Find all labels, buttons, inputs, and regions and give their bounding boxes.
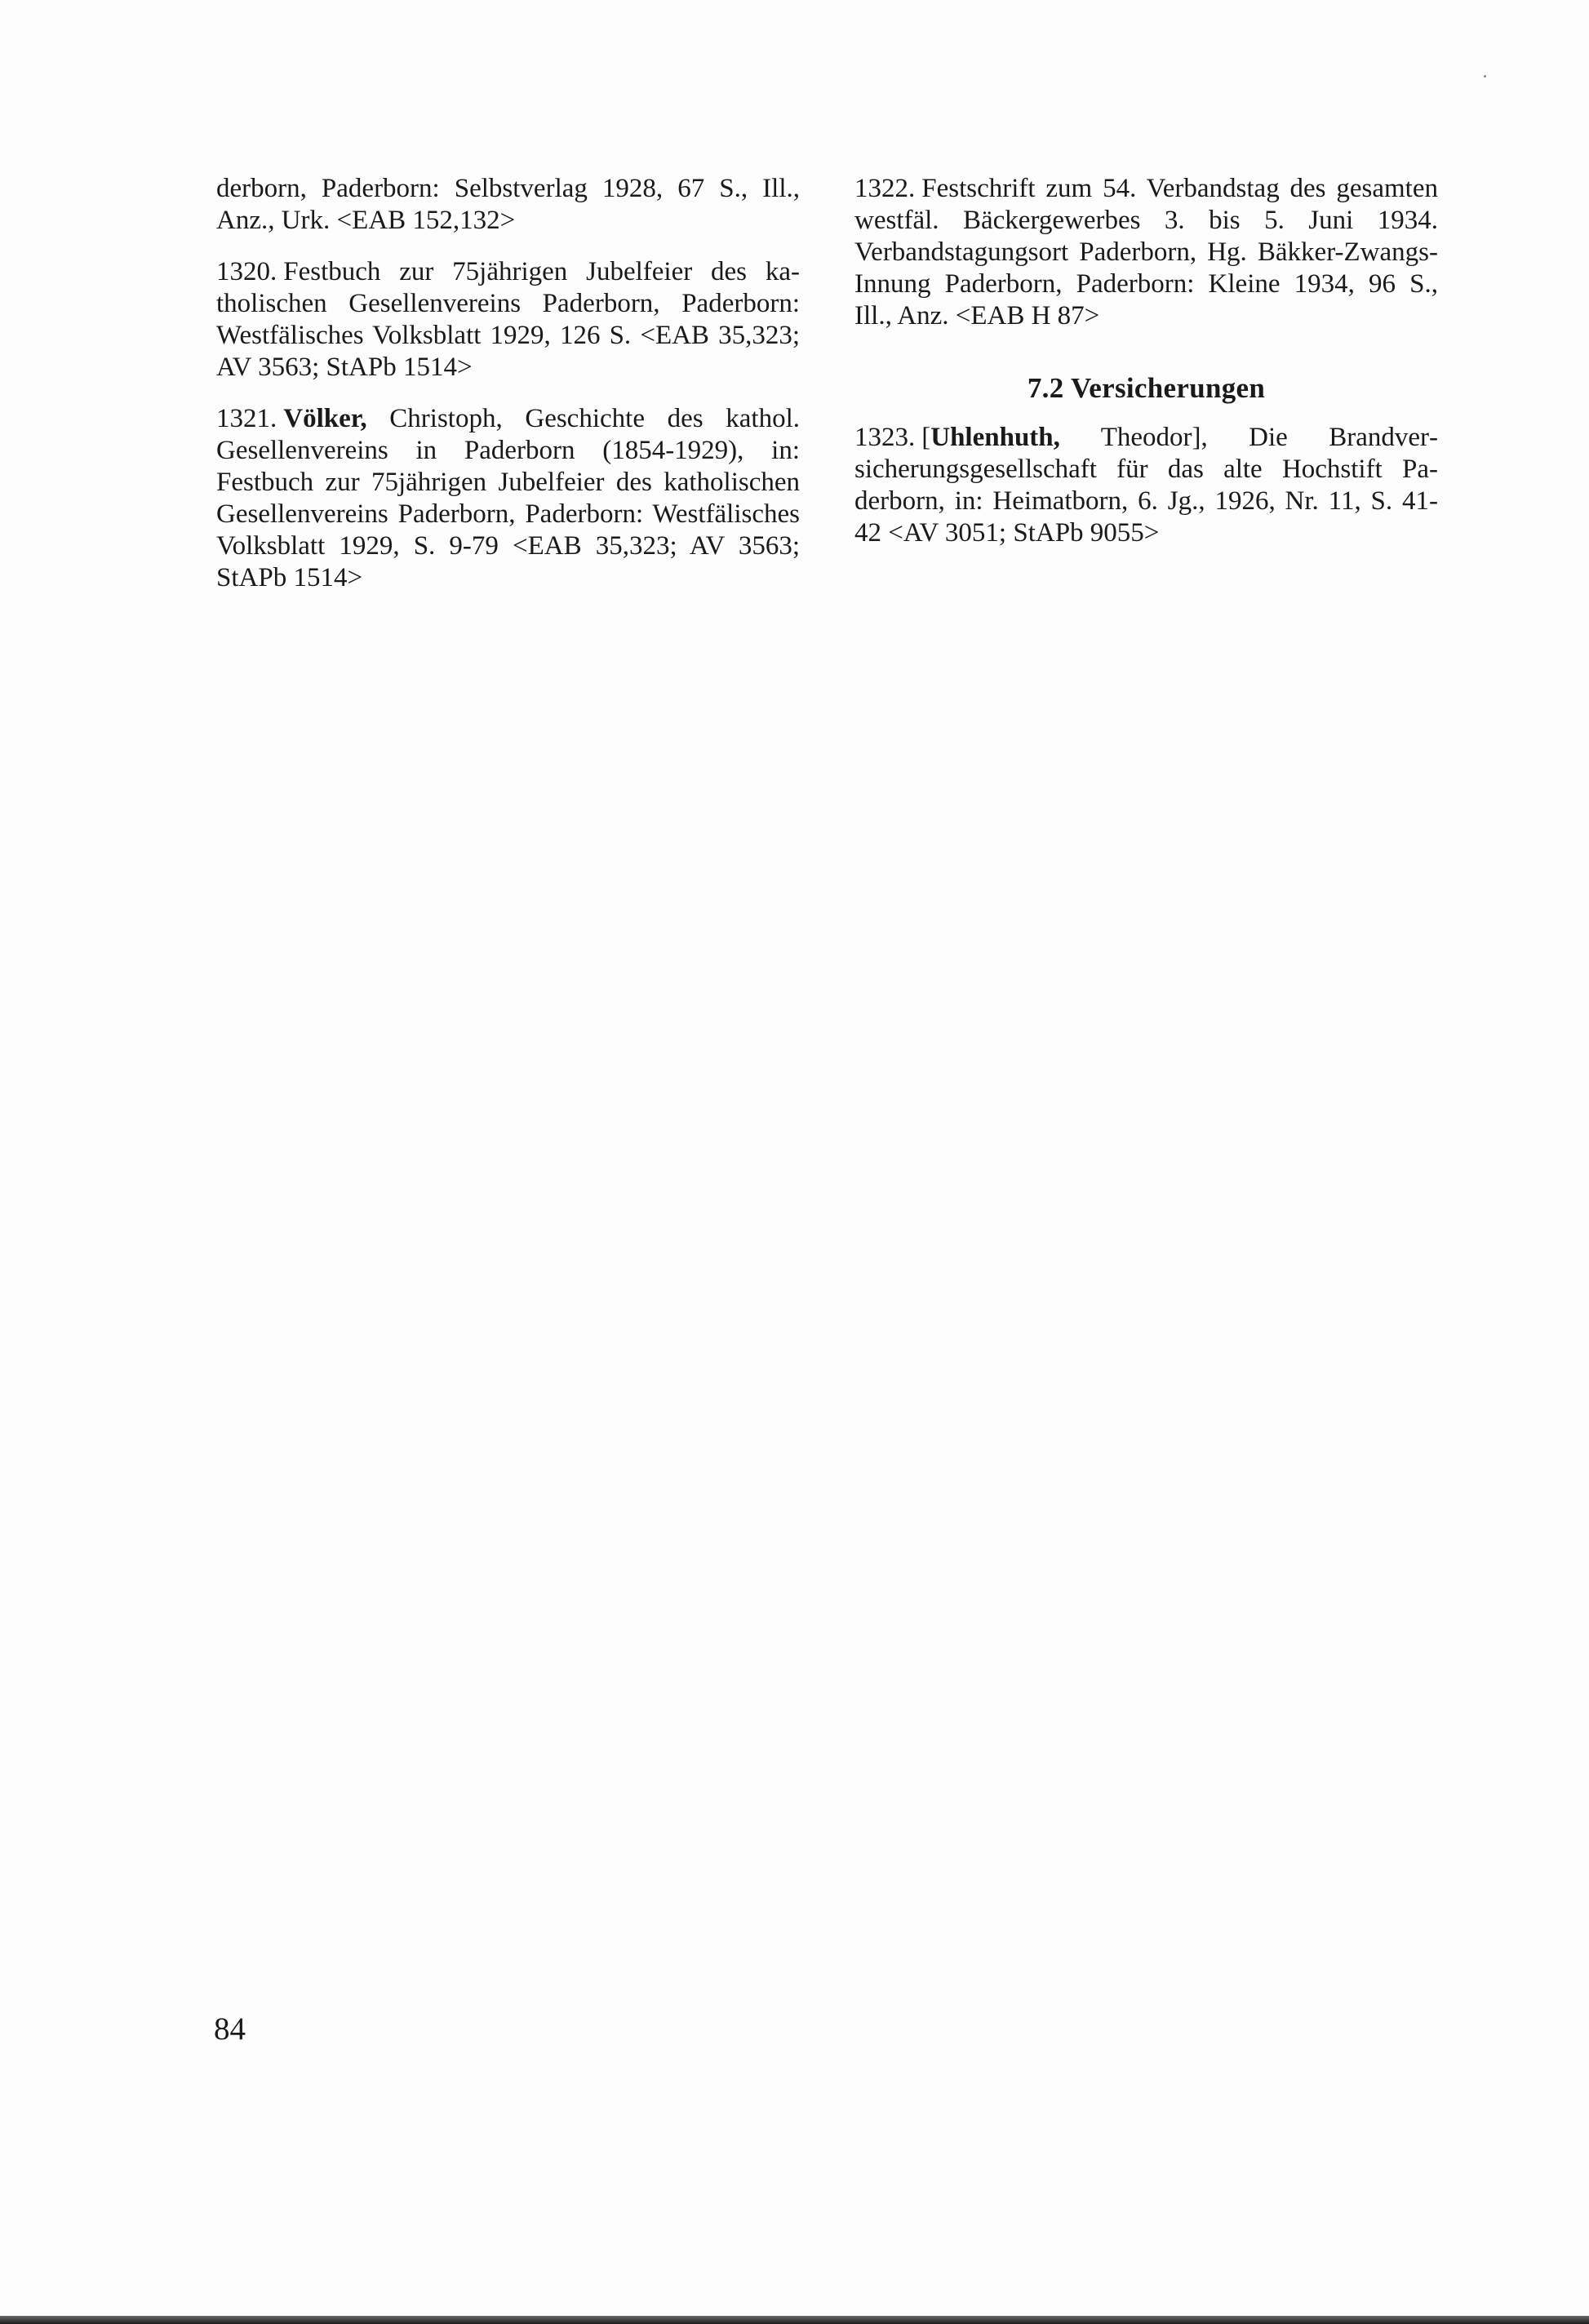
entry-text: derborn, Paderborn: Selbstverlag 1928, 67 S., Ill., Anz., Urk. <EAB 152,132> bbox=[216, 174, 800, 235]
entry-text: Festschrift zum 54. Verbandstag des gesamten westfäl. Bäckergewerbes 3. bis 5. Juni 1934. Verbandstagungsort Paderborn, Hg. Bäkker-Zwangs-Innung Paderborn, Paderborn: Kleine 1934, 96 S., Ill., Anz. <EAB H 87> bbox=[854, 174, 1438, 330]
entry-text: Christoph, Geschichte des kathol. Gesellenvereins in Paderborn (1854-1929), in: Festbuch zur 75jährigen Jubelfeier des katholischen Gesellenvereins Paderborn, Paderborn: Westfälisches Volksblatt 1929, S. 9-79 <EAB 35,323; AV 3563; StAPb 1514> bbox=[216, 404, 800, 592]
bibliography-entry-1323 bbox=[854, 422, 1438, 549]
entry-number: 1323. bbox=[854, 423, 916, 452]
entry-number: 1322. bbox=[854, 174, 916, 203]
entry-author-bracket: [ bbox=[921, 423, 931, 452]
right-column bbox=[854, 173, 1438, 569]
entry-number: 1321. bbox=[216, 404, 277, 433]
left-column bbox=[216, 173, 800, 614]
entry-number: 1320. bbox=[216, 257, 277, 286]
page-number: 84 bbox=[214, 2011, 246, 2047]
scan-speck bbox=[1484, 75, 1486, 78]
entry-author: Uhlenhuth, bbox=[930, 423, 1060, 452]
bibliography-entry-1321 bbox=[216, 403, 800, 594]
bibliography-entry-continued bbox=[216, 173, 800, 237]
section-heading: 7.2 Versicherungen bbox=[1027, 372, 1266, 404]
bibliography-entry-1320 bbox=[216, 256, 800, 384]
entry-text: Theodor], Die Brandversicherungsgesellschaft für das alte Hochstift Paderborn, in: Heimatborn, 6. Jg., 1926, Nr. 11, S. 41-42 <AV 3051; StAPb 9055> bbox=[854, 423, 1438, 548]
entry-author: Völker, bbox=[283, 404, 367, 433]
scan-edge bbox=[0, 2316, 1589, 2324]
entry-text: Festbuch zur 75jährigen Jubelfeier des katholischen Gesellenvereins Paderborn, Paderborn: Westfälisches Volksblatt 1929, 126 S. <EAB 35,323; AV 3563; StAPb 1514> bbox=[216, 257, 800, 382]
bibliography-entry-1322 bbox=[854, 173, 1438, 332]
